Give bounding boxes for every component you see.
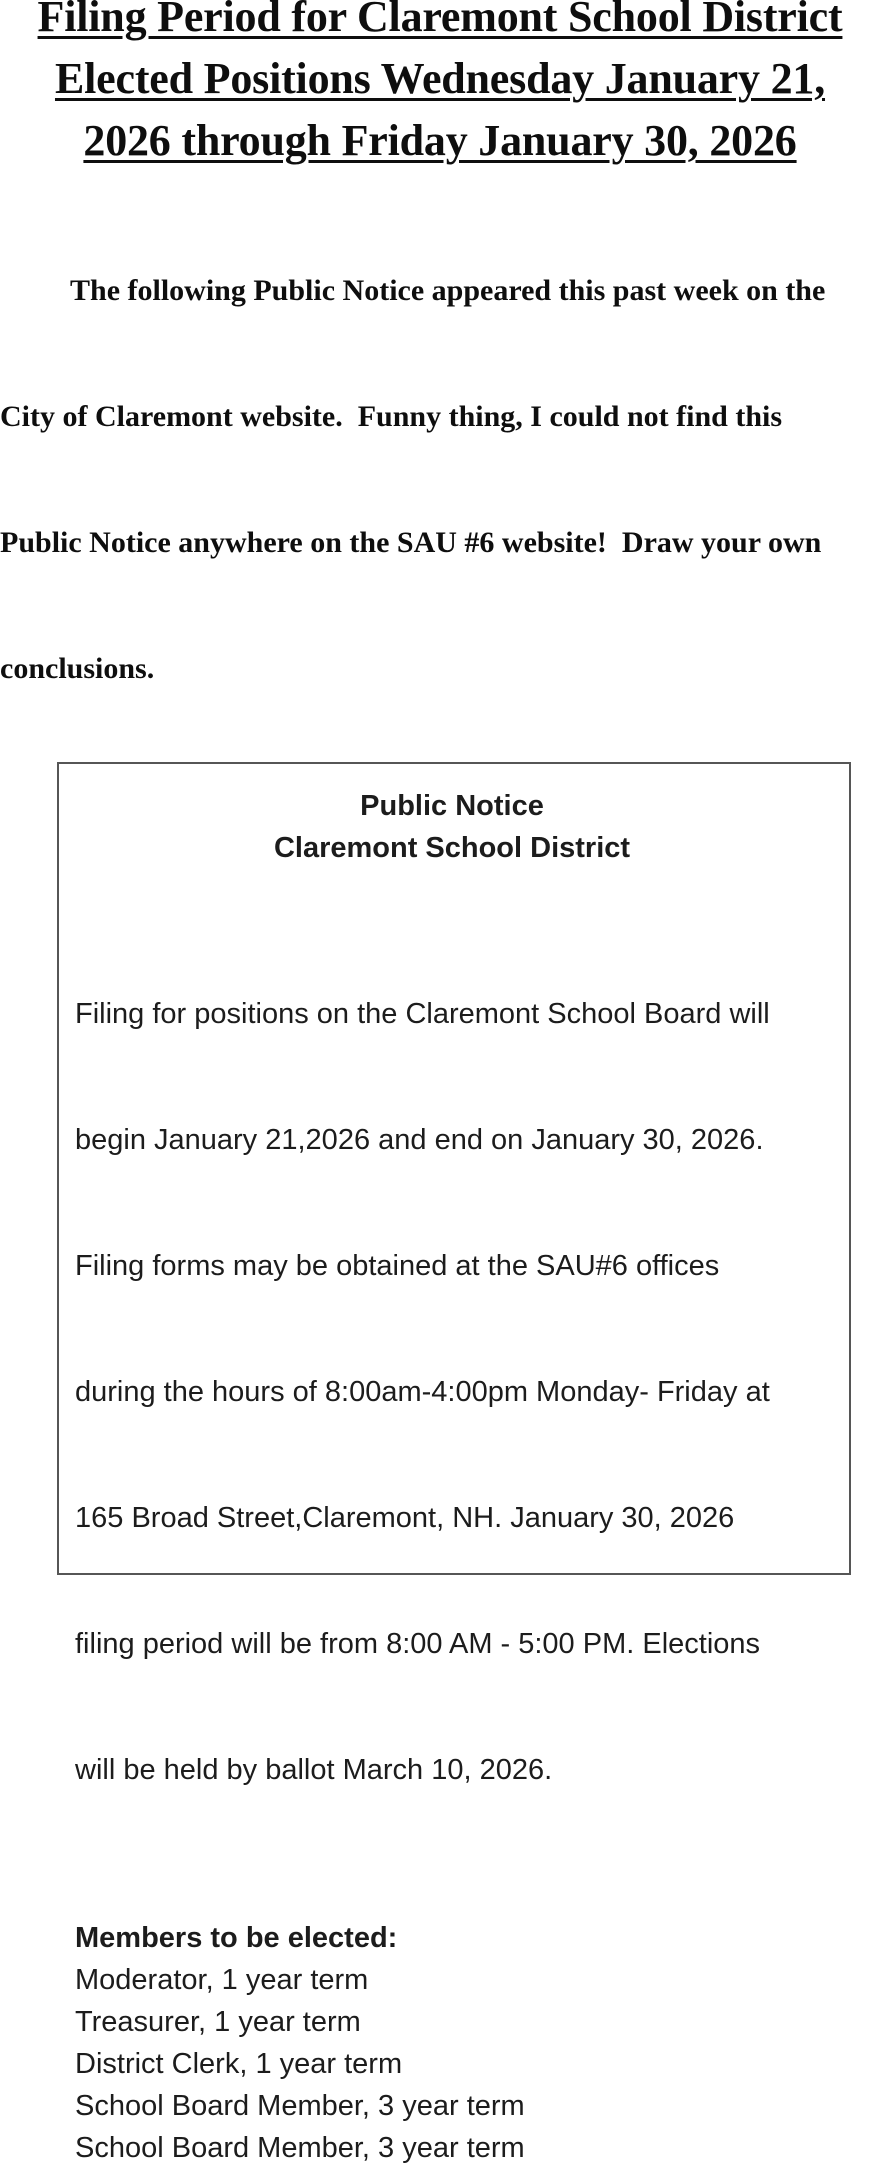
intro-paragraph	[0, 186, 880, 732]
member-item: Moderator, 1 year term	[75, 1964, 369, 1996]
member-item: Treasurer, 1 year term	[75, 2006, 361, 2038]
notice-heading-subtitle: Claremont School District	[273, 832, 631, 864]
member-item: School Board Member, 3 year term	[75, 2090, 525, 2122]
notice-body-line: 165 Broad Street,Claremont, NH. January 30, 2026	[75, 1502, 735, 1534]
notice-body-line: will be held by ballot March 10, 2026.	[75, 1754, 553, 1786]
notice-body-line: filing period will be from 8:00 AM - 5:00 PM. Elections	[75, 1628, 761, 1660]
page-title-line: Elected Positions Wednesday January 21,	[54, 54, 826, 103]
page-title-line: Filing Period for Claremont School District	[37, 0, 843, 41]
members-heading: Members to be elected:	[75, 1922, 398, 1954]
notice-heading-title: Public Notice	[360, 790, 544, 822]
notice-body	[75, 909, 829, 1875]
intro-line: The following Public Notice appeared this past week on the	[70, 274, 826, 307]
intro-line: Public Notice anywhere on the SAU #6 website! Draw your own	[0, 526, 822, 559]
members-section	[75, 1917, 829, 2169]
notice-body-line: begin January 21,2026 and end on January 30, 2026.	[75, 1124, 764, 1156]
notice-body-line: during the hours of 8:00am-4:00pm Monday- Friday at	[75, 1376, 770, 1408]
notice-body-line: Filing for positions on the Claremont School Board will	[75, 998, 770, 1030]
notice-header	[75, 785, 829, 869]
page-title	[0, 0, 880, 172]
notice-body-line: Filing forms may be obtained at the SAU#6 offices	[75, 1250, 720, 1282]
intro-line: City of Claremont website. Funny thing, I could not find this	[0, 400, 783, 433]
intro-line: conclusions.	[0, 652, 155, 685]
public-notice-box	[57, 762, 851, 2164]
member-item: District Clerk, 1 year term	[75, 2048, 403, 2080]
member-item: School Board Member, 3 year term	[75, 2132, 525, 2164]
page-title-line: 2026 through Friday January 30, 2026	[83, 116, 797, 165]
